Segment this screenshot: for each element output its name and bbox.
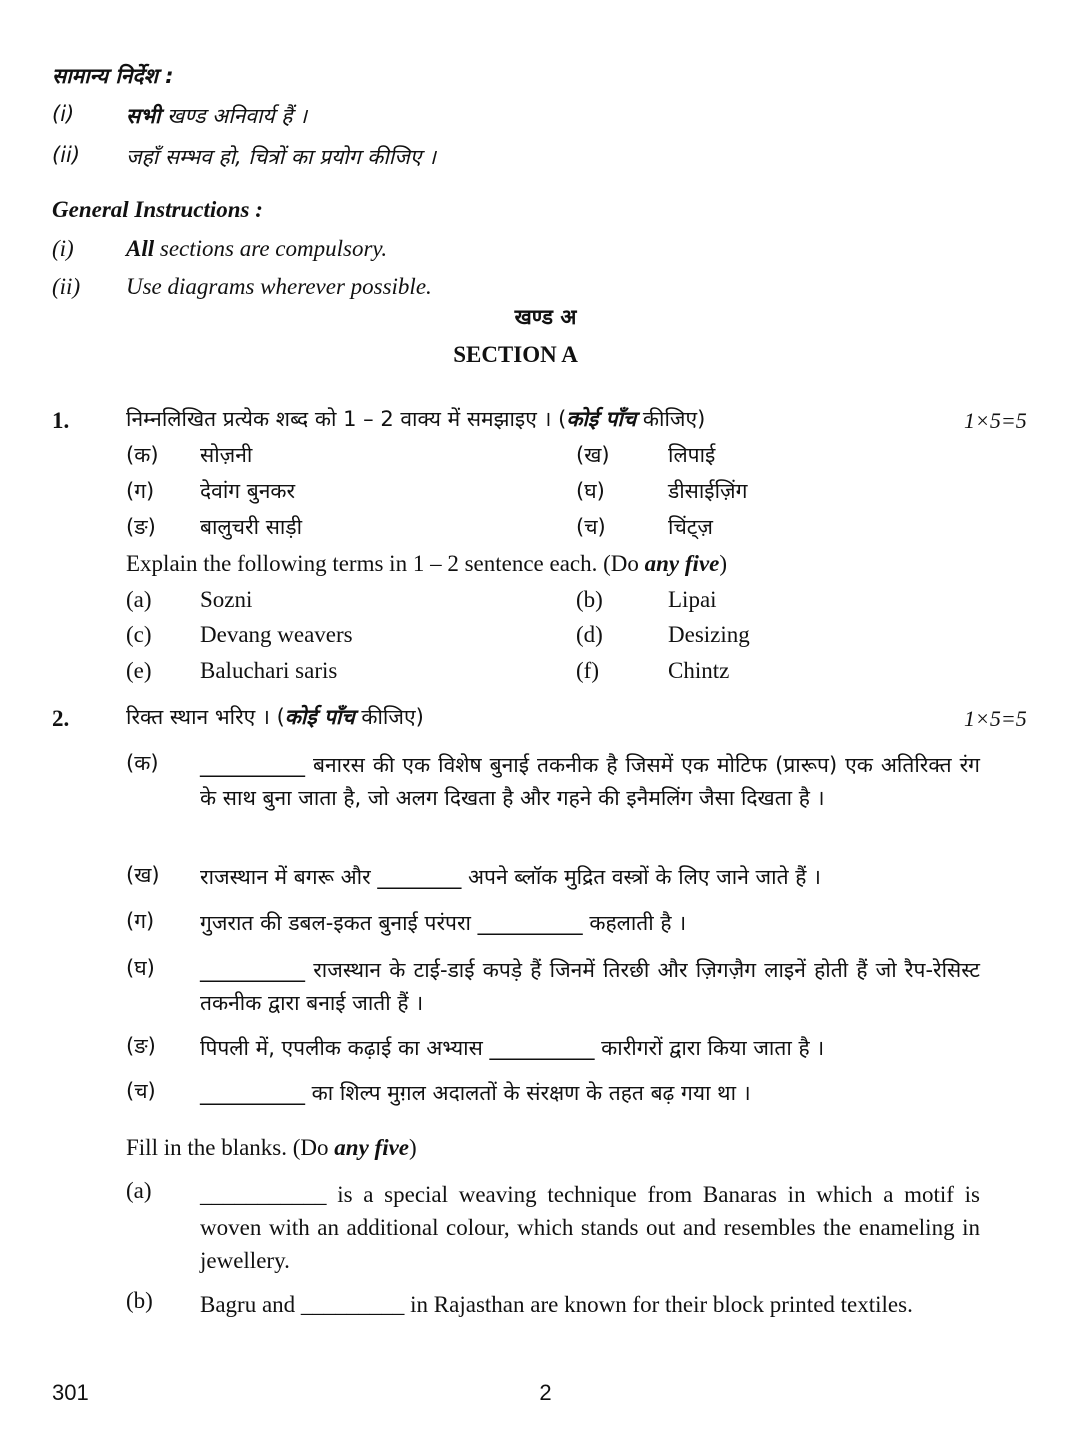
option-text: लिपाई — [668, 443, 716, 467]
q1-prompt-hi — [126, 405, 705, 433]
prompt-text-end: ) — [719, 551, 728, 576]
question-number: 2. — [52, 706, 70, 731]
instructions-hi-item-num: (i) — [52, 102, 75, 126]
option-label: (c) — [126, 622, 152, 647]
q2-prompt-hi — [126, 703, 424, 731]
fill-blank-item: __________ का शिल्प मुग़ल अदालतों के संरक्षण के तहत बढ़ गया था । — [200, 1081, 751, 1105]
instruction-text: sections are compulsory. — [154, 236, 388, 261]
prompt-text-end: ) — [409, 1135, 417, 1160]
option-label: (d) — [576, 622, 603, 647]
fill-blank-item: __________ बनारस की एक विशेष बुनाई तकनीक है जिसमें एक मोटिफ (प्रारूप) एक अतिरिक्त रंग के साथ बुना जाता है, जो अलग दिखता है और गहने की इनैमलिंग जैसा दिखता है । — [200, 753, 980, 810]
option-label: (ग) — [126, 479, 155, 503]
prompt-text: Explain the following terms in 1 – 2 sentence each. (Do — [126, 551, 645, 576]
q2-marks: 1×5=5 — [964, 706, 1027, 731]
emphasis: सभी — [126, 104, 161, 128]
option-text: चिंट्ज़ — [668, 515, 713, 539]
emphasis: All — [126, 236, 155, 261]
fill-blank-item: __________ राजस्थान के टाई-डाई कपड़े हैं जिनमें तिरछी और ज़िगज़ैग लाइनें होती हैं जो रैप-रेसिस्ट तकनीक द्वारा बनाई जाती हैं । — [200, 958, 980, 1015]
option-text: Devang weavers — [200, 622, 353, 647]
fill-blank-item: पिपली में, एपलीक कढ़ाई का अभ्यास __________ कारीगरों द्वारा किया जाता है । — [200, 1036, 825, 1060]
item-label: (a) — [126, 1178, 152, 1203]
option-label: (e) — [126, 658, 152, 683]
item-label: (क) — [126, 751, 159, 775]
q2-prompt-en — [126, 1135, 417, 1161]
section-title-hi: खण्ड अ — [514, 305, 577, 329]
prompt-choice: any five — [334, 1135, 409, 1160]
instructions-hi-item — [126, 102, 307, 130]
item-label: (ख) — [126, 863, 160, 887]
page-number: 2 — [539, 1380, 552, 1405]
item-label: (ग) — [126, 909, 155, 933]
prompt-text-end: कीजिए) — [354, 705, 424, 729]
option-label: (क) — [126, 443, 159, 467]
option-text: बालुचरी साड़ी — [200, 515, 303, 539]
paper-code: 301 — [52, 1380, 89, 1405]
option-label: (घ) — [576, 479, 605, 503]
option-text: Chintz — [668, 658, 730, 683]
fill-blank-item: Bagru and _________ in Rajasthan are known for their block printed textiles. — [200, 1292, 913, 1317]
option-label: (b) — [576, 587, 603, 612]
option-label: (ख) — [576, 443, 610, 467]
item-label: (च) — [126, 1079, 156, 1103]
option-label: (च) — [576, 515, 606, 539]
instruction-text: खण्ड अनिवार्य हैं । — [160, 104, 308, 128]
option-label: (a) — [126, 587, 152, 612]
fill-blank-item: गुजरात की डबल-इकत बुनाई परंपरा __________ कहलाती है । — [200, 911, 687, 935]
option-text: डीसाईज़िंग — [668, 479, 748, 503]
instructions-hi-item: जहाँ सम्भव हो, चित्रों का प्रयोग कीजिए । — [126, 145, 437, 169]
option-text: Lipai — [668, 587, 717, 612]
item-label: (ङ) — [126, 1034, 156, 1058]
option-text: Sozni — [200, 587, 253, 612]
item-label: (b) — [126, 1288, 153, 1313]
prompt-text-end: कीजिए) — [636, 407, 706, 431]
question-number: 1. — [52, 408, 70, 433]
instructions-hi-item-num: (ii) — [52, 143, 81, 167]
option-label: (f) — [576, 658, 599, 683]
fill-blank-item: राजस्थान में बगरू और ________ अपने ब्लॉक मुद्रित वस्त्रों के लिए जाने जाते हैं । — [200, 865, 821, 889]
prompt-text: Fill in the blanks. (Do — [126, 1135, 335, 1160]
instructions-en-item: Use diagrams wherever possible. — [126, 274, 432, 299]
prompt-text: रिक्त स्थान भरिए । ( — [126, 705, 285, 729]
option-text: Baluchari saris — [200, 658, 338, 683]
prompt-choice: कोई पाँच — [566, 407, 637, 431]
item-label: (घ) — [126, 956, 155, 980]
q1-prompt-en — [126, 551, 727, 577]
instructions-hi-heading: सामान्य निर्देश : — [52, 64, 174, 88]
prompt-choice: कोई पाँच — [284, 705, 355, 729]
option-label: (ङ) — [126, 515, 156, 539]
instructions-en-item-num: (ii) — [52, 274, 81, 299]
instructions-en-item-num: (i) — [52, 236, 74, 261]
prompt-text: निम्नलिखित प्रत्येक शब्द को 1 – 2 वाक्य में समझाइए । ( — [126, 407, 567, 431]
instructions-en-item — [126, 236, 387, 262]
option-text: देवांग बुनकर — [200, 479, 296, 503]
q1-marks: 1×5=5 — [964, 408, 1027, 433]
fill-blank-item: ___________ is a special weaving technique from Banaras in which a motif is woven with an additional colour, which stands out and resembles the enameling in jewellery. — [200, 1182, 980, 1273]
instructions-en-heading: General Instructions : — [52, 197, 263, 222]
prompt-choice: any five — [644, 551, 720, 576]
section-title-en: SECTION A — [453, 342, 578, 367]
option-text: सोज़नी — [200, 443, 253, 467]
option-text: Desizing — [668, 622, 750, 647]
